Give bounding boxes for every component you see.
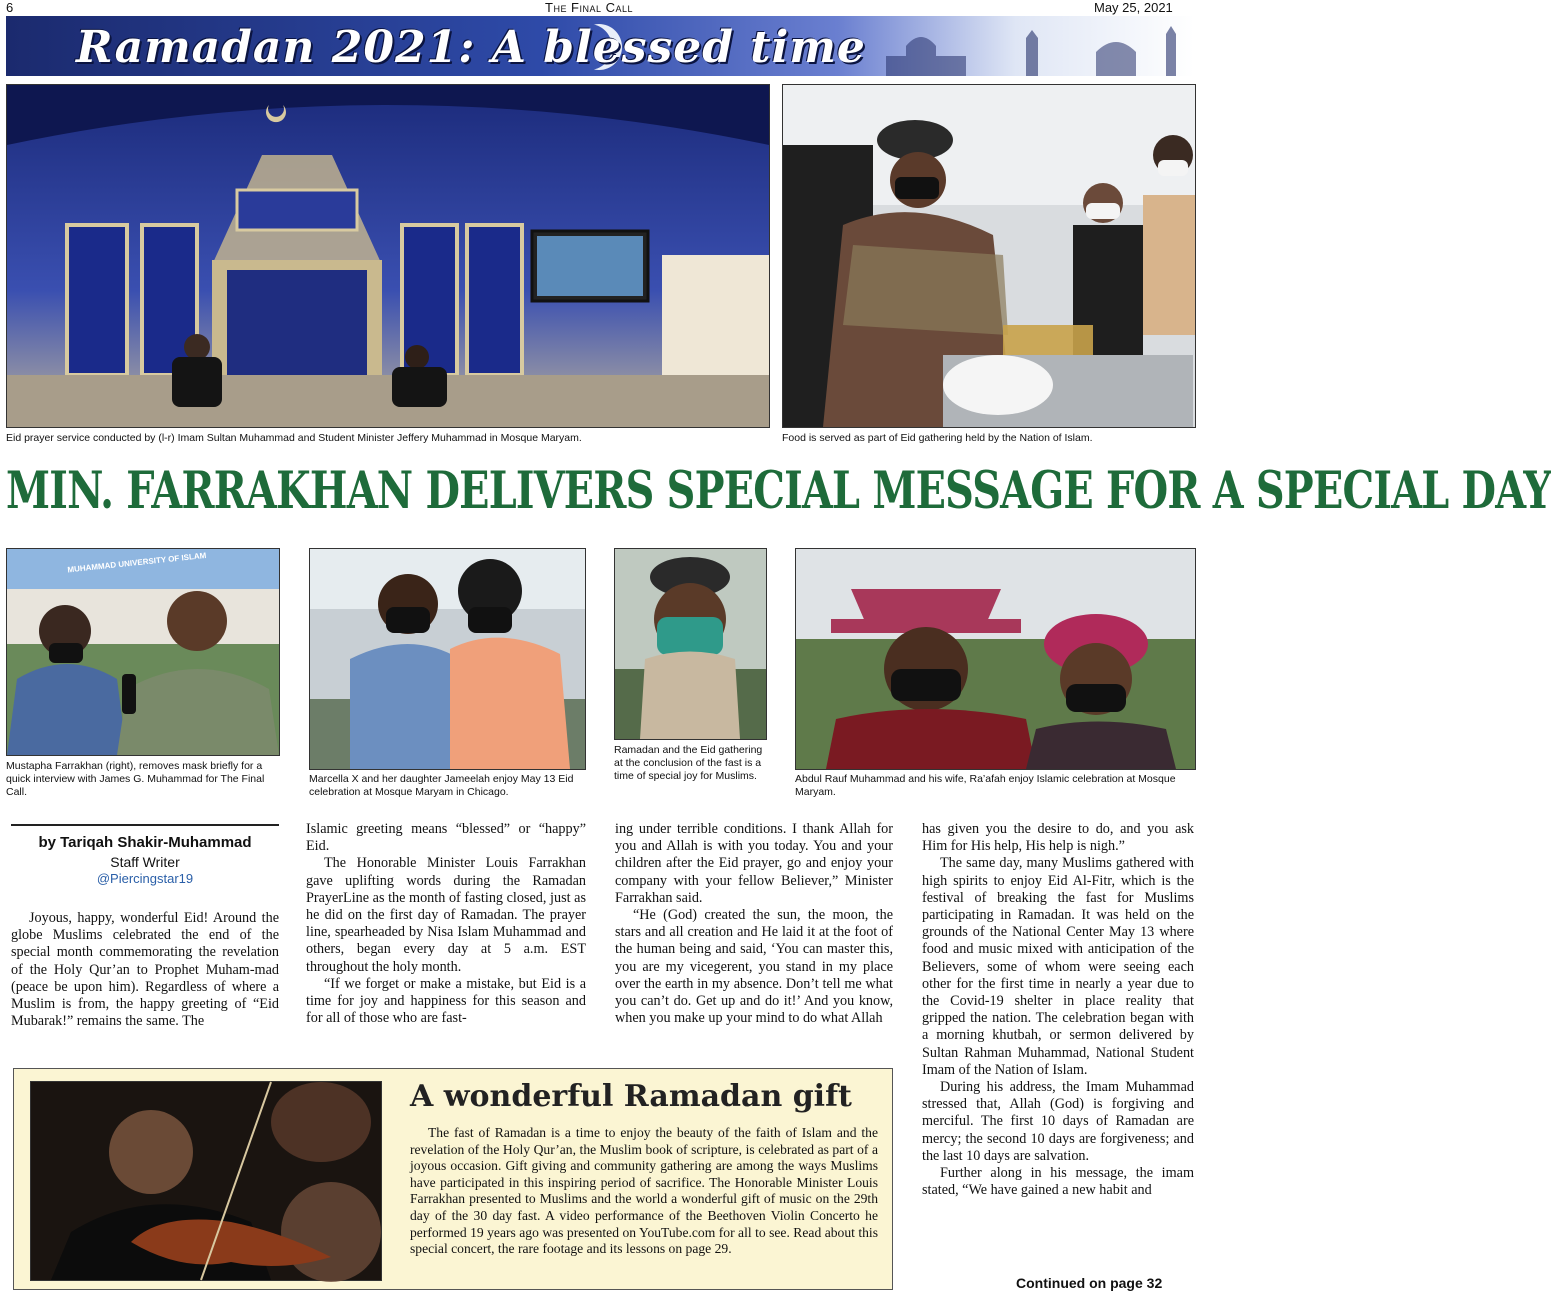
photo-eid-prayer-service (6, 84, 770, 428)
byline-author: by Tariqah Shakir-Muhammad (38, 834, 252, 851)
article-paragraph: “If we forget or make a mistake, but Eid is a time for joy and happiness for this season and for all of those who are fast- (306, 975, 586, 1027)
university-sign: MUHAMMAD UNIVERSITY OF ISLAM (67, 550, 207, 575)
article-paragraph: “He (God) created the sun, the moon, the stars and all creation and He laid it at the foot of the human being and said, ‘You can master this, you are my vicegerent, you stand in my place over the earth in my absence. Don’t tell me what you can’t do. Get up and do it!’ And you know, when you make up your mind to do what Allah (615, 907, 893, 1027)
section-banner (6, 16, 1194, 76)
article-paragraph: During his address, the Imam Muhammad stressed that, Allah (God) is forgiving and merciful. The first 10 days of Ramadan are mercy; the second 10 days are forgiveness; and the last 10 days are salvation. (922, 1079, 1194, 1164)
mother-daughter-image (310, 549, 585, 769)
caption-ramadan-gathering: Ramadan and the Eid gathering at the conclusion of the fast is a time of special joy for Muslims. (614, 744, 763, 782)
interview-image (7, 549, 279, 755)
article-column-4 (922, 821, 1194, 1199)
gift-body: The fast of Ramadan is a time to enjoy the beauty of the faith of Islam and the revelation of the Holy Qur’an, the Muslim book of scripture, is celebrated as part of a joyous occasion. Gift giving and community gathering are among the ways Muslims have participated in this inspiring period of sacrifice. The Honorable Minister Louis Farrakhan presented to Muslims and the world a wonderful gift of music on the 29th day of the 30 day fast. A video performance of the Beethoven Violin Concerto he performed 19 years ago was presented on YouTube.com for all to see. Read about this special concert, the rare footage and its lessons on page 29. (410, 1125, 878, 1257)
main-headline: MIN. FARRAKHAN DELIVERS SPECIAL MESSAGE FOR A SPECIAL DAY (6, 461, 1551, 521)
photo-farrakhan-violin (30, 1081, 382, 1281)
page-number: 6 (6, 0, 14, 15)
byline-role: Staff Writer (110, 854, 180, 870)
continued-notice[interactable]: Continued on page 32 (1016, 1275, 1163, 1291)
photo-marcella-jameelah (309, 548, 586, 770)
article-paragraph: The same day, many Muslims gathered with high spirits to enjoy Eid Al-Fitr, which is the festival of breaking the fast for Muslims participating in Ramadan. It was held on the grounds of the National Center May 13 where food and music mixed with anticipation of the Believers, some of whom were seeing each other for the first time in nearly a year due to the Covid-19 shelter in place reality that gripped the nation. The celebration began with a morning khutbah, or sermon delivered by Sultan Rahman Muhammad, National Student Imam of the Nation of Islam. (922, 855, 1194, 1078)
article-paragraph: has given you the desire to do, and you ask Him for His help, His help is nigh.” (922, 821, 1194, 855)
food-service-image (783, 85, 1195, 427)
article-paragraph: The Honorable Minister Louis Farrakhan gave uplifting words during the Ramadan PrayerLine as the month of fasting closed, just as he did on the first day of Ramadan. The prayer line, spearheaded by Nisa Islam Muhammad and others, began every day at 5 a.m. EST throughout the holy month. (306, 855, 586, 975)
photo-abdul-rauf-muhammad (795, 548, 1196, 770)
gift-title: A wonderful Ramadan gift (410, 1079, 852, 1114)
photo-mustapha-farrakhan (6, 548, 280, 756)
caption-mustapha-farrakhan: Mustapha Farrakhan (right), removes mask briefly for a quick interview with James G. Muhammad for The Final Call. (6, 760, 265, 798)
article-column-1 (11, 910, 279, 1030)
banner-title: Ramadan 2021: A blessed time (76, 22, 866, 73)
masked-woman-image (615, 549, 766, 739)
article-paragraph: Joyous, happy, wonderful Eid! Around the globe Muslims celebrated the end of the special month commemorating the revelation of the Holy Qur’an to Prophet Muham-mad (peace be upon him). Regardless of where a Muslim is from, the happy greeting of “Eid Mubarak!” remains the same. The (11, 910, 279, 1030)
article-column-3 (615, 821, 893, 1027)
byline (11, 834, 279, 886)
photo-food-service (782, 84, 1196, 428)
caption-abdul-rauf-muhammad: Abdul Rauf Muhammad and his wife, Ra’afah enjoy Islamic celebration at Mosque Maryam. (795, 773, 1176, 798)
byline-rule (11, 824, 279, 826)
article-paragraph: Islamic greeting means “blessed” or “happy” Eid. (306, 821, 586, 855)
issue-date: May 25, 2021 (1094, 0, 1173, 15)
couple-image (796, 549, 1195, 769)
article-paragraph: Further along in his message, the imam stated, “We have gained a new habit and (922, 1165, 1194, 1199)
caption-food-service: Food is served as part of Eid gathering held by the Nation of Islam. (782, 432, 1093, 444)
violin-performance-image (31, 1082, 381, 1280)
ramadan-gift-box (13, 1068, 893, 1290)
article-column-2 (306, 821, 586, 1027)
publication-name: The Final Call (545, 0, 634, 15)
caption-marcella-jameelah: Marcella X and her daughter Jameelah enjoy May 13 Eid celebration at Mosque Maryam in Chicago. (309, 773, 574, 798)
byline-handle[interactable]: @Piercingstar19 (96, 871, 194, 886)
photo-ramadan-gathering (614, 548, 767, 740)
caption-eid-prayer-service: Eid prayer service conducted by (l-r) Imam Sultan Muhammad and Student Minister Jeffery Muhammad in Mosque Maryam. (6, 432, 582, 444)
mosque-interior-image (7, 85, 769, 427)
article-paragraph: ing under terrible conditions. I thank Allah for you and Allah is with you today. You and your children after the Eid prayer, go and enjoy your company with your fellow Believer,” Minister Farrakhan said. (615, 821, 893, 906)
